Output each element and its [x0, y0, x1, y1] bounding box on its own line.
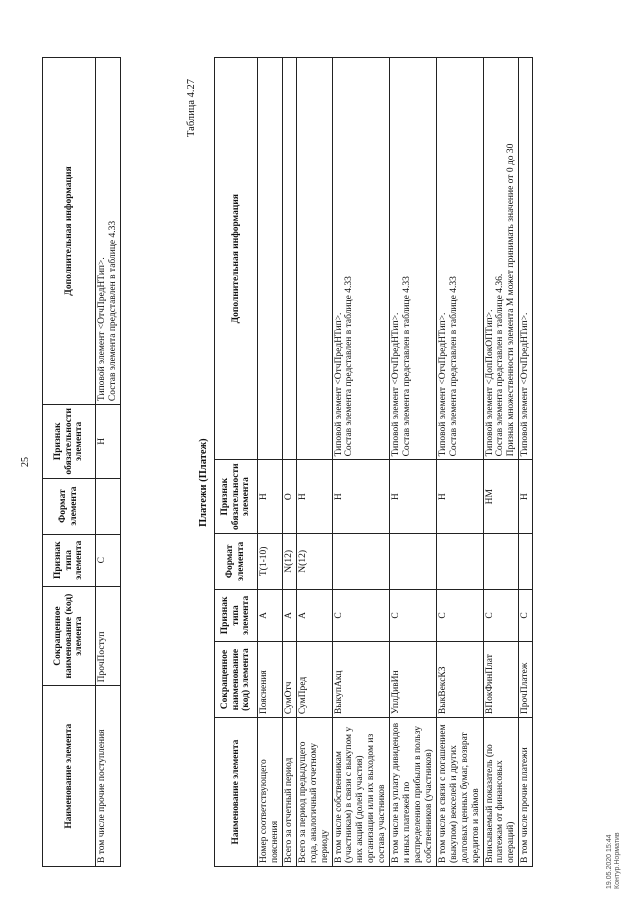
- payments-table: [214, 57, 533, 867]
- stamp-line: Контур.Норматив: [614, 832, 622, 889]
- cell-info: [296, 58, 332, 460]
- cell-code: СумОтч: [282, 642, 296, 718]
- cell-format: N(12): [296, 533, 332, 589]
- cell-required: Н: [96, 405, 121, 479]
- cell-info: Типовой элемент <ОтчПредНТип>. Состав элемента представлен в таблице 4.33: [436, 58, 483, 460]
- table-row: [390, 58, 437, 867]
- cell-code: Пояснения: [258, 642, 283, 718]
- cell-type: А: [282, 589, 296, 641]
- cell-type: С: [519, 589, 533, 641]
- table-row: [436, 58, 483, 867]
- table-row: [519, 58, 533, 867]
- table-row: [258, 58, 283, 867]
- cell-name: Вписываемый показатель (по платежам от финансовых операций): [483, 718, 519, 867]
- col-header-format: Формат элемента: [215, 533, 258, 589]
- cell-name: В том числе прочие поступления: [96, 686, 121, 867]
- cell-code: ПрочПоступ: [96, 586, 121, 686]
- col-header-required: Признак обязательности элемента: [215, 460, 258, 534]
- cell-code: УплДивИн: [390, 642, 437, 718]
- cell-code: СумПред: [296, 642, 332, 718]
- col-header-info: Дополнительная информация: [43, 58, 96, 405]
- cell-type: А: [296, 589, 332, 641]
- cell-code: ВыкупАкц: [332, 642, 390, 718]
- cell-required: О: [282, 460, 296, 534]
- cell-name: В том числе в связи с погашением (выкупом) векселей и других долговых ценных бумаг, возврат кредитов и займов: [436, 718, 483, 867]
- cell-required: Н: [519, 460, 533, 534]
- table-title: Платежи (Платеж): [198, 438, 209, 527]
- table-continuation: [42, 57, 121, 867]
- col-header-format: Формат элемента: [43, 478, 96, 534]
- document-stamp: [606, 832, 623, 889]
- cell-info: [258, 58, 283, 460]
- col-header-type: Признак типа элемента: [215, 589, 258, 641]
- cell-format: [390, 533, 437, 589]
- table-row: [296, 58, 332, 867]
- cell-name: В том числе собственникам (участникам) в связи с выкупом у них акций (долей участия) организации или их выходом из состава участников: [332, 718, 390, 867]
- cell-format: [96, 478, 121, 534]
- cell-code: ПрочПлатеж: [519, 642, 533, 718]
- cell-info: Типовой элемент <ДопПокОПТип>. Состав элемента представлен в таблице 4.36. Признак множественности элемента М может принимать значение от 0 до 30: [483, 58, 519, 460]
- cell-required: Н: [436, 460, 483, 534]
- cell-type: С: [436, 589, 483, 641]
- cell-type: С: [96, 534, 121, 586]
- cell-type: С: [483, 589, 519, 641]
- cell-format: N(12): [282, 533, 296, 589]
- page-number: 25: [20, 457, 31, 467]
- col-header-name: Наименование элемента: [43, 686, 96, 867]
- table-row: [96, 58, 121, 867]
- stamp-line: 19.05.2020 15:44: [606, 834, 613, 889]
- table-row: [282, 58, 296, 867]
- col-header-required: Признак обязательности элемента: [43, 405, 96, 479]
- cell-code: ВПокФинПлат: [483, 642, 519, 718]
- cell-name: В том числе на уплату дивидендов и иных платежей по распределению прибыли в пользу собственников (участников): [390, 718, 437, 867]
- cell-required: Н: [332, 460, 390, 534]
- cell-name: В том числе прочие платежи: [519, 718, 533, 867]
- cell-required: НМ: [483, 460, 519, 534]
- table-header-row: [215, 58, 258, 867]
- cell-required: Н: [390, 460, 437, 534]
- cell-type: С: [332, 589, 390, 641]
- cell-name: Всего за период предыдущего года, аналогичный отчетному периоду: [296, 718, 332, 867]
- col-header-code: Сокращенное наименование (код) элемента: [43, 586, 96, 686]
- cell-info: Типовой элемент <ОтчПредНТип>. Состав элемента представлен в таблице 4.33: [390, 58, 437, 460]
- cell-name: Номер соответствующего пояснения: [258, 718, 283, 867]
- cell-format: T(1-10): [258, 533, 283, 589]
- table-row: [332, 58, 390, 867]
- cell-type: С: [390, 589, 437, 641]
- col-header-name: Наименование элемента: [215, 718, 258, 867]
- cell-format: [436, 533, 483, 589]
- cell-info: Типовой элемент <ОтчПредНТип>.: [519, 58, 533, 460]
- cell-format: [519, 533, 533, 589]
- cell-code: ВыкВексКЗ: [436, 642, 483, 718]
- col-header-info: Дополнительная информация: [215, 58, 258, 460]
- cell-format: [483, 533, 519, 589]
- cell-required: Н: [258, 460, 283, 534]
- cell-info: Типовой элемент <ОтчПредНТип>. Состав элемента представлен в таблице 4.33: [96, 58, 121, 405]
- cell-format: [332, 533, 390, 589]
- col-header-code: Сокращенное наименование (код) элемента: [215, 642, 258, 718]
- cell-required: Н: [296, 460, 332, 534]
- col-header-type: Признак типа элемента: [43, 534, 96, 586]
- table-label: Таблица 4.27: [186, 78, 197, 137]
- cell-name: Всего за отчетный период: [282, 718, 296, 867]
- cell-info: [282, 58, 296, 460]
- table-row: [483, 58, 519, 867]
- cell-info: Типовой элемент <ОтчПредНТип>. Состав элемента представлен в таблице 4.33: [332, 58, 390, 460]
- cell-type: А: [258, 589, 283, 641]
- table-header-row: [43, 58, 96, 867]
